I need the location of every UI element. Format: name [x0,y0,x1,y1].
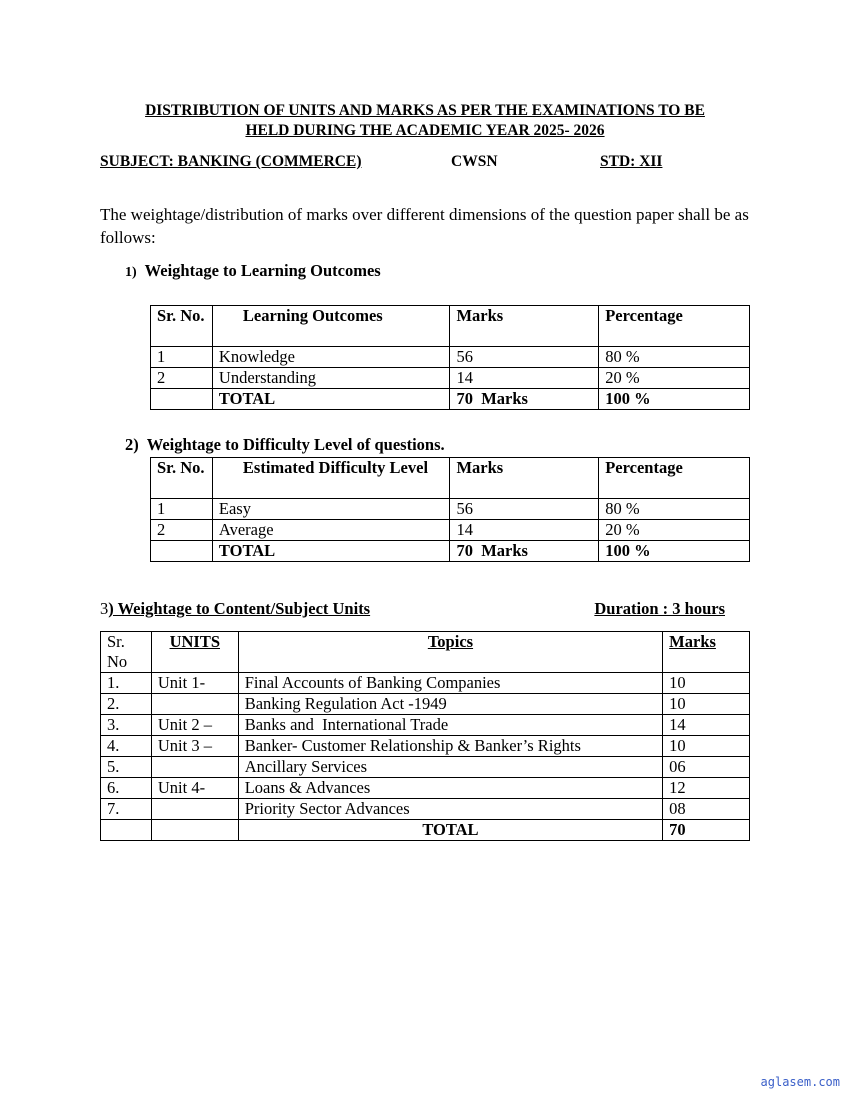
cell-sr: 2. [101,694,152,715]
cell-unit: Unit 4- [151,778,238,799]
cell-marks: 14 [450,520,599,541]
table-row [151,520,750,541]
cell-unit: Unit 3 – [151,736,238,757]
table-total-row [151,541,750,562]
cell-topic: Banking Regulation Act -1949 [238,694,662,715]
cell-marks: 14 [663,715,750,736]
cell-empty [151,820,238,841]
table-row [101,799,750,820]
cell-unit: Unit 2 – [151,715,238,736]
title-line-2: HELD DURING THE ACADEMIC YEAR 2025- 2026 [245,122,605,139]
section-2-heading [125,435,445,455]
cell-total-label: TOTAL [212,389,450,410]
table-header-row [101,632,750,673]
table-header-row [151,458,750,499]
cell-marks: 56 [450,499,599,520]
cell-sr [151,541,213,562]
cell-percentage: 80 % [599,347,750,368]
cell-topic: Loans & Advances [238,778,662,799]
section-1-number: 1) [125,265,137,280]
intro-paragraph: The weightage/distribution of marks over different dimensions of the question paper shall be as follows: [100,205,749,247]
section-3-number: 3 [100,599,109,618]
content-units-table [100,631,750,841]
header-units: UNITS [151,632,238,673]
cell-unit: Unit 1- [151,673,238,694]
header-learning-outcomes: Learning Outcomes [212,306,450,347]
title-line-1: DISTRIBUTION OF UNITS AND MARKS AS PER THE EXAMINATIONS TO BE [145,102,705,119]
std-label: STD: XII [600,153,663,170]
cell-marks: 10 [663,673,750,694]
cell-sr: 6. [101,778,152,799]
cell-total-label: TOTAL [212,541,450,562]
table-row [101,778,750,799]
cell-sr: 1 [151,347,213,368]
header-topics: Topics [238,632,662,673]
header-marks: Marks [663,632,750,673]
cell-topic: Ancillary Services [238,757,662,778]
cell-total-percentage: 100 % [599,389,750,410]
table-row [101,757,750,778]
cell-total-marks: 70 Marks [450,389,599,410]
header-sr-no: Sr. No [101,632,152,673]
cell-marks: 06 [663,757,750,778]
duration-label: Duration : 3 hours [594,599,725,618]
header-sr-no: Sr. No. [151,306,213,347]
cell-marks: 10 [663,694,750,715]
cell-unit [151,757,238,778]
section-1-heading [125,261,381,281]
cell-sr: 3. [101,715,152,736]
table-row [151,347,750,368]
cell-sr: 7. [101,799,152,820]
table-total-row [101,820,750,841]
table-header-row [151,306,750,347]
footer-watermark: aglasem.com [760,1075,840,1089]
cell-marks: 56 [450,347,599,368]
section-2-number: 2) [125,435,139,454]
table-row [101,673,750,694]
cell-sr [151,389,213,410]
table-row [101,694,750,715]
cell-topic: Banks and International Trade [238,715,662,736]
cell-marks: 10 [663,736,750,757]
header-difficulty-level: Estimated Difficulty Level [212,458,450,499]
table-row [151,368,750,389]
cell-level: Average [212,520,450,541]
cell-total-percentage: 100 % [599,541,750,562]
cell-marks: 14 [450,368,599,389]
cell-empty [101,820,152,841]
header-marks: Marks [450,458,599,499]
section-3-title: ) Weightage to Content/Subject Units [108,599,371,618]
cell-total-marks: 70 Marks [450,541,599,562]
cell-percentage: 20 % [599,368,750,389]
table-row [151,499,750,520]
cell-topic: Priority Sector Advances [238,799,662,820]
cell-topic: Banker- Customer Relationship & Banker’s Rights [238,736,662,757]
table-row [101,715,750,736]
cell-sr: 5. [101,757,152,778]
section-2-title: Weightage to Difficulty Level of questions. [146,435,445,454]
section-1-title: Weightage to Learning Outcomes [144,261,381,280]
learning-outcomes-table [150,305,750,410]
cell-total-marks: 70 [663,820,750,841]
cwsn-label: CWSN [451,153,498,170]
section-3-heading [100,599,725,619]
cell-total-label: TOTAL [238,820,662,841]
document-title [100,101,750,141]
table-total-row [151,389,750,410]
header-percentage: Percentage [599,458,750,499]
cell-marks: 12 [663,778,750,799]
cell-level: Easy [212,499,450,520]
cell-marks: 08 [663,799,750,820]
table-row [101,736,750,757]
cell-unit [151,694,238,715]
cell-unit [151,799,238,820]
header-percentage: Percentage [599,306,750,347]
cell-sr: 1 [151,499,213,520]
cell-sr: 4. [101,736,152,757]
cell-outcome: Understanding [212,368,450,389]
cell-sr: 1. [101,673,152,694]
header-sr-no: Sr. No. [151,458,213,499]
cell-sr: 2 [151,368,213,389]
cell-percentage: 20 % [599,520,750,541]
cell-topic: Final Accounts of Banking Companies [238,673,662,694]
cell-percentage: 80 % [599,499,750,520]
header-marks: Marks [450,306,599,347]
difficulty-level-table [150,457,750,562]
cell-outcome: Knowledge [212,347,450,368]
subject-label: SUBJECT: BANKING (COMMERCE) [100,153,362,170]
cell-sr: 2 [151,520,213,541]
